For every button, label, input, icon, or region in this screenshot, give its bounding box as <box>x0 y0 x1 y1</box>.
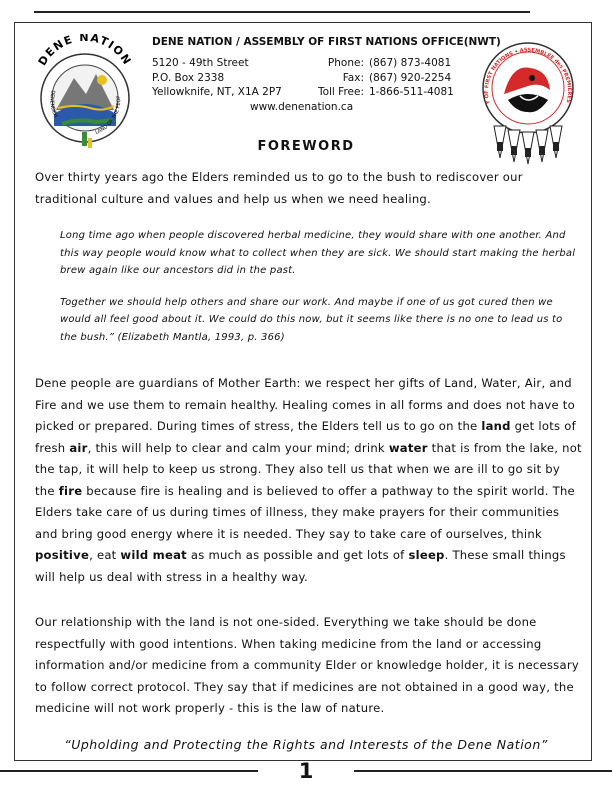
page-title: FOREWORD <box>257 139 355 154</box>
afn-ring-text: Y OF FIRST NATIONS • ASSEMBLÉE des PREMIÈRES <box>483 47 573 105</box>
keyword-air: air <box>69 440 88 455</box>
text-run: get lots of fresh <box>35 419 576 455</box>
text-run: as much as possible and get lots of <box>186 548 409 562</box>
toll-free-label: Toll Free: <box>317 86 364 98</box>
fax-label: Fax: <box>342 71 364 84</box>
keyword-sleep: sleep <box>408 548 445 562</box>
org-name: DENE NATION / ASSEMBLY OF FIRST NATIONS OFFICE(NWT) <box>152 36 501 48</box>
keyword-land: land <box>481 419 511 433</box>
logo-top-text: DENE NATION <box>35 34 135 68</box>
keyword-wild-meat: wild meat <box>120 548 187 562</box>
text-run: because fire is healing and is believed to offer a pathway to the spirit world. The Elders take care of us during times of illness, they make prayers for their communities and bring good energy where it is needed. They say to take care of ourselves, think <box>35 483 575 541</box>
motto: “Upholding and Protecting the Rights and Interests of the Dene Nation” <box>64 737 548 752</box>
address-block <box>152 56 282 100</box>
toll-free-number: 1-866-511-4081 <box>369 86 454 98</box>
phone-numbers <box>369 56 454 100</box>
phone-label: Phone: <box>327 57 364 69</box>
phone-labels <box>300 56 364 100</box>
text-run: that is from the lake, not the tap, it will help to keep us strong. They also tell us that when we are ill to go sit by the <box>35 440 582 498</box>
phone-number: (867) 873-4081 <box>369 57 452 69</box>
text-run: . These small things will help us deal with stress in a healthy way. <box>35 548 566 584</box>
address-line: Yellowknife, NT, X1A 2P7 <box>152 86 282 98</box>
fax-number: (867) 920-2254 <box>369 71 452 84</box>
address-line: 5120 - 49th Street <box>152 57 249 69</box>
text-run: , eat <box>89 548 121 562</box>
website-link[interactable]: www.denenation.ca <box>250 101 354 113</box>
logo-right-text: LAND OF THE PEOP <box>94 95 123 136</box>
keyword-positive: positive <box>35 548 90 562</box>
quote-paragraph-1: Long time ago when people discovered herbal medicine, they would share with one another. And this way people would know what to collect when they are sick. We should start making the herbal brew again like our ancestors did in the past. <box>60 230 576 276</box>
logo-left-text: DENENDEH <box>48 89 59 119</box>
text-run: Dene people are guardians of Mother Earth: we respect her gifts of Land, Water, Air, and Fire and we use them to remain healthy. Healing comes in all forms and does not have to picked or prepared. During times of stress, the Elders tell us to go on the <box>35 376 575 433</box>
quote-paragraph-2: Together we should help others and share our work. And maybe if one of us got cured then we would all feel good about it. We could do this now, but it seems like there is no one to lead us to the bush.” (Elizabeth Mantla, 1993, p. 366) <box>60 296 563 343</box>
address-line: P.O. Box 2338 <box>152 71 225 84</box>
keyword-fire: fire <box>58 483 83 498</box>
keyword-water: water <box>388 440 428 455</box>
dene-nation-logo <box>26 34 144 154</box>
top-rule <box>34 11 530 13</box>
page-number: 1 <box>298 759 314 783</box>
relationship-paragraph: Our relationship with the land is not one-sided. Everything we take should be done respectfully with good intentions. When taking medicine from the land or accessing information and/or medicine from a community Elder or knowledge holder, it is necessary to follow correct protocol. They say that if medicines are not obtained in a good way, the medicine will not work properly - this is the law of nature. <box>35 615 579 715</box>
elder-quote <box>60 227 580 346</box>
text-run: , this will help to clear and calm your mind; drink <box>87 440 389 455</box>
intro-paragraph: Over thirty years ago the Elders reminded us to go to the bush to rediscover our traditional culture and values and help us when we need healing. <box>35 170 523 206</box>
guardians-paragraph <box>35 373 583 588</box>
